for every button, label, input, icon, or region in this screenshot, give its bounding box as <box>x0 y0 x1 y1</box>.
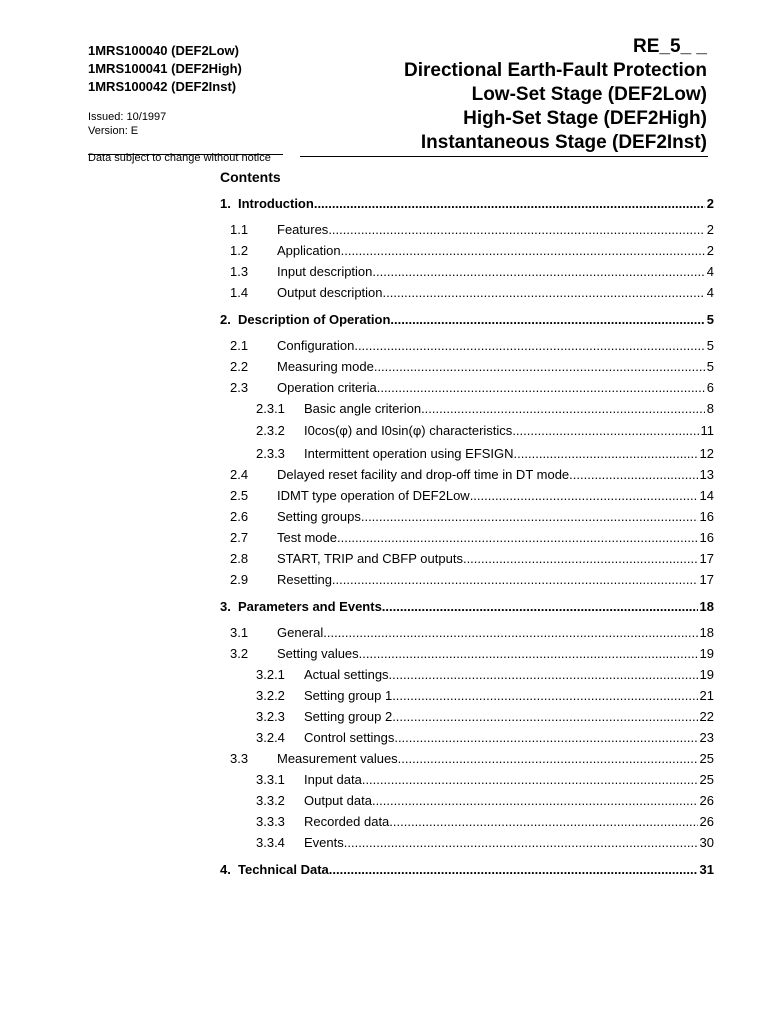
toc-entry[interactable] <box>220 419 714 443</box>
toc-entry[interactable] <box>220 464 714 485</box>
issued-date: Issued: 10/1997 <box>88 111 167 123</box>
toc-entry-page: 23 <box>699 730 714 745</box>
toc-entry-number: 1.2 <box>230 243 249 258</box>
toc-entry-page: 11 <box>700 423 714 438</box>
toc-leader-dots <box>389 811 697 832</box>
toc-leader-dots <box>390 309 704 331</box>
toc-entry-title: Recorded data <box>304 814 390 829</box>
toc-leader-dots <box>392 706 697 727</box>
toc-entry-page: 2 <box>706 196 714 211</box>
toc-entry[interactable] <box>220 685 714 706</box>
toc-entry-title: Setting groups <box>277 509 361 524</box>
toc-entry-page: 5 <box>706 312 714 327</box>
toc-leader-dots <box>372 261 704 282</box>
document-code-def2high: 1MRS100041 (DEF2High) <box>88 61 242 76</box>
toc-leader-dots <box>374 356 705 377</box>
toc-entry-number: 3.2.3 <box>256 709 285 724</box>
toc-entry-title: Intermittent operation using EFSIGN <box>304 446 514 461</box>
table-of-contents <box>220 165 714 885</box>
toc-leader-dots <box>470 485 698 506</box>
toc-entry-number: 2.3.2 <box>256 423 285 438</box>
toc-leader-dots <box>382 596 698 618</box>
toc-entry-title: Input description <box>277 264 373 279</box>
toc-entry-title: Measurement values <box>277 751 398 766</box>
toc-entry[interactable] <box>220 377 714 398</box>
toc-entry-page: 13 <box>699 467 714 482</box>
toc-entry[interactable] <box>220 193 714 215</box>
toc-entry-number: 2.5 <box>230 488 249 503</box>
toc-entry-title: Operation criteria <box>277 380 377 395</box>
toc-entry-title: Events <box>304 835 344 850</box>
toc-entry-title: START, TRIP and CBFP outputs <box>277 551 463 566</box>
toc-entry-number: 2.3.3 <box>256 446 285 461</box>
toc-entry-page: 22 <box>699 709 714 724</box>
toc-entry-number: 1.4 <box>230 285 249 300</box>
toc-leader-dots <box>569 464 697 485</box>
toc-leader-dots <box>314 193 705 215</box>
toc-entry-title: Features <box>277 222 329 237</box>
toc-entry-number: 2.3.1 <box>256 401 285 416</box>
toc-entry-page: 17 <box>699 572 714 587</box>
toc-entry-number: 3.2.2 <box>256 688 285 703</box>
toc-entry[interactable] <box>220 356 714 377</box>
toc-entry-number: 2.4 <box>230 467 249 482</box>
toc-entry-number: 2.3 <box>230 380 249 395</box>
toc-entry[interactable] <box>220 748 714 769</box>
toc-entry[interactable] <box>220 643 714 664</box>
toc-entry[interactable] <box>220 443 714 464</box>
toc-entry[interactable] <box>220 261 714 282</box>
toc-entry[interactable] <box>220 569 714 590</box>
toc-entry-number: 2.1 <box>230 338 249 353</box>
toc-entry-number: 4. <box>220 862 231 877</box>
toc-leader-dots <box>377 377 705 398</box>
toc-entry-number: 3.2.1 <box>256 667 285 682</box>
toc-entry-title: Control settings <box>304 730 395 745</box>
toc-entry-title: Test mode <box>277 530 337 545</box>
toc-entry-title: Parameters and Events <box>238 599 382 614</box>
title-line-instantaneous: Instantaneous Stage (DEF2Inst) <box>420 132 707 153</box>
toc-entry-page: 25 <box>699 751 714 766</box>
toc-entry-title: Introduction <box>238 196 314 211</box>
toc-entry-number: 3.1 <box>230 625 249 640</box>
toc-entry-title: Output data <box>304 793 372 808</box>
toc-entry-number: 3.2.4 <box>256 730 285 745</box>
toc-entry-page: 5 <box>706 338 714 353</box>
toc-entry-title: Resetting <box>277 572 332 587</box>
document-code-def2low: 1MRS100040 (DEF2Low) <box>88 43 239 58</box>
toc-leader-dots <box>354 335 704 356</box>
toc-entry-page: 8 <box>706 401 714 416</box>
toc-entry-page: 14 <box>699 488 714 503</box>
toc-entry-number: 2.2 <box>230 359 249 374</box>
toc-entry[interactable] <box>220 548 714 569</box>
toc-entry-number: 3.3 <box>230 751 249 766</box>
toc-entry[interactable] <box>220 506 714 527</box>
toc-entry-title: Configuration <box>277 338 355 353</box>
toc-leader-dots <box>332 569 698 590</box>
toc-entry[interactable] <box>220 282 714 303</box>
toc-entry-number: 1.3 <box>230 264 249 279</box>
toc-entry-title: General <box>277 625 324 640</box>
toc-entry-page: 16 <box>699 509 714 524</box>
toc-leader-dots <box>398 748 698 769</box>
toc-leader-dots <box>362 769 698 790</box>
toc-list <box>220 193 714 881</box>
toc-entry-number: 2.6 <box>230 509 249 524</box>
toc-entry[interactable] <box>220 219 714 240</box>
toc-entry[interactable] <box>220 240 714 261</box>
toc-entry-title: Output description <box>277 285 383 300</box>
title-line-low-set: Low-Set Stage (DEF2Low) <box>471 84 707 105</box>
contents-heading: Contents <box>220 169 281 185</box>
toc-entry-title: Description of Operation <box>238 312 391 327</box>
toc-entry[interactable] <box>220 596 714 618</box>
toc-leader-dots <box>514 443 698 464</box>
header-right-divider <box>300 156 708 157</box>
toc-leader-dots <box>372 790 698 811</box>
toc-entry[interactable] <box>220 769 714 790</box>
toc-entry[interactable] <box>220 398 714 419</box>
change-notice: Data subject to change without notice <box>88 152 271 164</box>
header-left-divider <box>88 154 283 155</box>
toc-entry-page: 6 <box>706 380 714 395</box>
toc-entry[interactable] <box>220 811 714 832</box>
toc-entry-page: 2 <box>706 222 714 237</box>
toc-entry[interactable] <box>220 527 714 548</box>
toc-entry-title: Basic angle criterion <box>304 401 422 416</box>
toc-entry-title: Input data <box>304 772 362 787</box>
toc-entry-page: 30 <box>699 835 714 850</box>
toc-entry-page: 26 <box>699 793 714 808</box>
toc-leader-dots <box>344 832 698 853</box>
toc-entry-title: Delayed reset facility and drop-off time in DT mode <box>277 467 570 482</box>
toc-entry[interactable] <box>220 727 714 748</box>
toc-entry-title: IDMT type operation of DEF2Low <box>277 488 470 503</box>
toc-leader-dots <box>329 859 698 881</box>
version-label: Version: E <box>88 125 139 137</box>
toc-entry-page: 4 <box>706 264 714 279</box>
toc-entry-number: 3.3.4 <box>256 835 285 850</box>
toc-leader-dots <box>389 664 698 685</box>
toc-entry-page: 18 <box>699 599 714 614</box>
toc-entry-page: 25 <box>699 772 714 787</box>
toc-leader-dots <box>337 527 698 548</box>
toc-entry-number: 2.9 <box>230 572 249 587</box>
toc-entry-number: 2. <box>220 312 231 327</box>
toc-entry-page: 26 <box>699 814 714 829</box>
toc-entry[interactable] <box>220 622 714 643</box>
toc-entry-title: Setting values <box>277 646 359 661</box>
toc-leader-dots <box>421 398 705 419</box>
toc-entry-title: Application <box>277 243 341 258</box>
toc-entry[interactable] <box>220 706 714 727</box>
toc-leader-dots <box>323 622 697 643</box>
toc-entry-page: 18 <box>699 625 714 640</box>
toc-entry-page: 19 <box>699 667 714 682</box>
toc-entry[interactable] <box>220 664 714 685</box>
toc-entry-number: 2.8 <box>230 551 249 566</box>
toc-leader-dots <box>463 548 698 569</box>
toc-entry[interactable] <box>220 859 714 881</box>
toc-entry-number: 3.2 <box>230 646 249 661</box>
toc-entry-number: 3.3.1 <box>256 772 285 787</box>
toc-entry-page: 19 <box>699 646 714 661</box>
toc-entry-number: 1.1 <box>230 222 249 237</box>
document-codes-block <box>88 42 288 165</box>
toc-entry-title: Measuring mode <box>277 359 374 374</box>
toc-entry-number: 3.3.2 <box>256 793 285 808</box>
toc-entry-title: Setting group 2 <box>304 709 393 724</box>
toc-leader-dots <box>359 643 698 664</box>
title-line-main: Directional Earth-Fault Protection <box>404 60 707 81</box>
toc-entry-page: 12 <box>699 446 714 461</box>
toc-entry-number: 2.7 <box>230 530 249 545</box>
document-code-def2inst: 1MRS100042 (DEF2Inst) <box>88 79 237 94</box>
title-line-high-set: High-Set Stage (DEF2High) <box>463 108 707 129</box>
toc-entry-page: 17 <box>699 551 714 566</box>
toc-entry-title: Technical Data <box>238 862 329 877</box>
document-title-block <box>404 35 707 155</box>
toc-entry[interactable] <box>220 335 714 356</box>
toc-leader-dots <box>341 240 705 261</box>
toc-leader-dots <box>328 219 704 240</box>
toc-entry-page: 31 <box>699 862 714 877</box>
toc-entry-title: I0cos(φ) and I0sin(φ) characteristics <box>304 423 513 438</box>
toc-entry-page: 5 <box>706 359 714 374</box>
toc-entry[interactable] <box>220 485 714 506</box>
toc-leader-dots <box>361 506 698 527</box>
toc-entry-page: 21 <box>699 688 714 703</box>
toc-entry-title: Actual settings <box>304 667 389 682</box>
toc-entry-title: Setting group 1 <box>304 688 393 703</box>
toc-entry-page: 2 <box>706 243 714 258</box>
toc-entry-page: 16 <box>699 530 714 545</box>
toc-entry-page: 4 <box>706 285 714 300</box>
toc-entry[interactable] <box>220 832 714 853</box>
toc-leader-dots <box>383 282 705 303</box>
toc-entry-number: 3.3.3 <box>256 814 285 829</box>
toc-entry[interactable] <box>220 309 714 331</box>
toc-entry[interactable] <box>220 790 714 811</box>
toc-leader-dots <box>392 685 697 706</box>
product-code: RE_5_ _ <box>633 36 707 57</box>
toc-leader-dots <box>512 419 698 443</box>
toc-leader-dots <box>394 727 697 748</box>
issue-info <box>88 110 288 138</box>
toc-entry-number: 3. <box>220 599 231 614</box>
toc-entry-number: 1. <box>220 196 231 211</box>
